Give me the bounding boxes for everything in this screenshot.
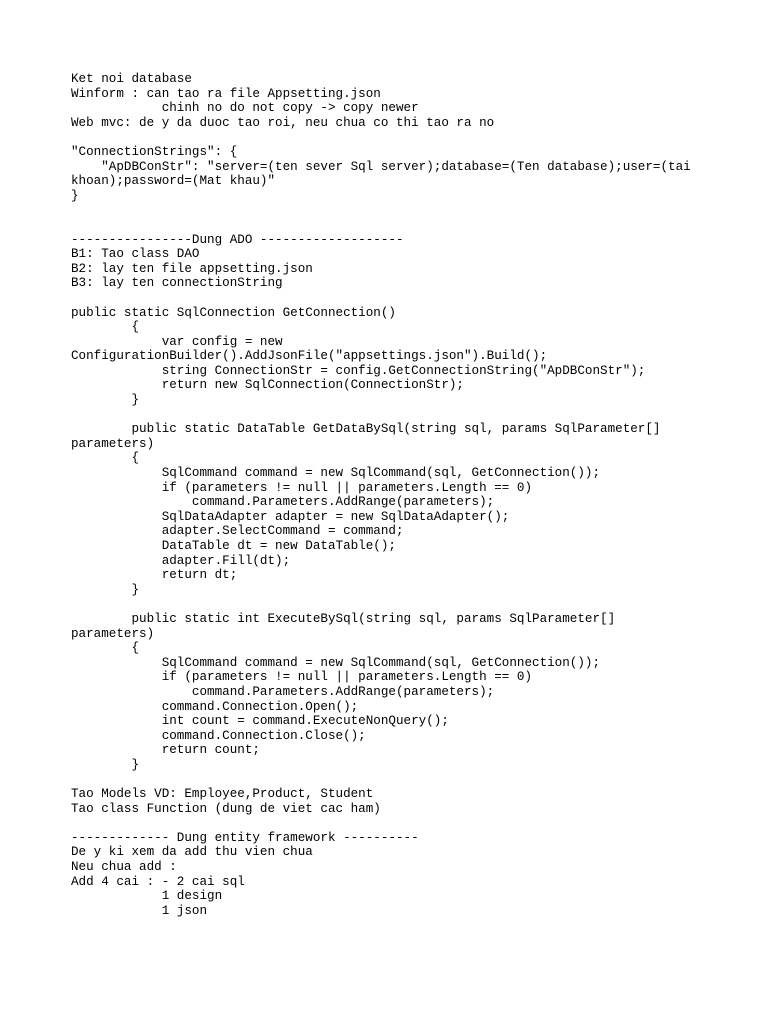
text-line: if (parameters != null || parameters.Length == 0) (71, 670, 533, 685)
text-line: command.Connection.Open(); (71, 699, 359, 714)
text-line: command.Connection.Close(); (71, 728, 366, 743)
text-line: string ConnectionStr = config.GetConnectionString("ApDBConStr"); (71, 363, 646, 378)
text-line: ConfigurationBuilder().AddJsonFile("appsettings.json").Build(); (71, 349, 548, 364)
text-line: Add 4 cai : - 2 cai sql (71, 874, 245, 889)
text-line: } (71, 393, 140, 408)
document-body (71, 72, 751, 918)
text-line: B3: lay ten connectionString (71, 276, 283, 291)
text-line: Winform : can tao ra file Appsetting.json (71, 86, 381, 101)
text-line: int count = command.ExecuteNonQuery(); (71, 714, 449, 729)
text-line: "ConnectionStrings": { (71, 144, 238, 159)
text-line: Tao Models VD: Employee,Product, Student (71, 787, 374, 802)
text-line: Web mvc: de y da duoc tao roi, neu chua co thi tao ra no (71, 115, 495, 130)
text-line: DataTable dt = new DataTable(); (71, 539, 396, 553)
text-line: ------------- Dung entity framework ---------- (71, 830, 419, 845)
text-line: command.Parameters.AddRange(parameters); (71, 495, 495, 510)
text-line: return count; (71, 743, 260, 758)
text-line: public static SqlConnection GetConnection() (71, 305, 396, 320)
text-line: return dt; (71, 568, 238, 583)
text-line: B1: Tao class DAO (71, 247, 200, 262)
text-line: if (parameters != null || parameters.Length == 0) (71, 480, 533, 495)
text-line: command.Parameters.AddRange(parameters); (71, 684, 495, 699)
text-line: Neu chua add : (71, 860, 177, 875)
text-line: var config = new (71, 334, 283, 349)
text-line: adapter.Fill(dt); (71, 553, 291, 568)
text-line: } (71, 582, 140, 597)
text-line: De y ki xem da add thu vien chua (71, 845, 313, 860)
text-line: } (71, 757, 140, 772)
text-line: SqlCommand command = new SqlCommand(sql, GetConnection()); (71, 655, 601, 670)
text-line: { (71, 451, 140, 466)
text-line: SqlCommand command = new SqlCommand(sql, GetConnection()); (71, 466, 601, 481)
text-line: parameters) (71, 626, 155, 641)
text-line: ----------------Dung ADO ------------------- (71, 232, 404, 247)
text-line: 1 json (71, 903, 208, 918)
text-line: { (71, 641, 140, 656)
text-line (71, 597, 751, 612)
text-line: } (71, 188, 79, 203)
text-line: parameters) (71, 436, 155, 451)
text-line: SqlDataAdapter adapter = new SqlDataAdapter(); (71, 509, 510, 524)
text-line: public static DataTable GetDataBySql(string sql, params SqlParameter[] (71, 422, 661, 437)
text-line (71, 130, 751, 145)
text-line (71, 773, 751, 788)
text-line: adapter.SelectCommand = command; (71, 524, 404, 539)
text-line: B2: lay ten file appsetting.json (71, 261, 313, 276)
text-line: public static int ExecuteBySql(string sql, params SqlParameter[] (71, 611, 616, 626)
text-line: Ket noi database (71, 72, 192, 86)
text-line (71, 218, 751, 233)
text-line: khoan);password=(Mat khau)" (71, 174, 276, 189)
text-line: "ApDBConStr": "server=(ten sever Sql server);database=(Ten database);user=(tai (71, 159, 691, 174)
text-line: Tao class Function (dung de viet cac ham) (71, 801, 381, 816)
text-line: 1 design (71, 889, 223, 904)
text-line (71, 816, 751, 831)
text-line (71, 408, 751, 423)
text-line: { (71, 320, 140, 335)
text-line: return new SqlConnection(ConnectionStr); (71, 378, 464, 393)
text-line: chinh no do not copy -> copy newer (71, 101, 419, 116)
text-line (71, 203, 751, 218)
text-line (71, 291, 751, 306)
